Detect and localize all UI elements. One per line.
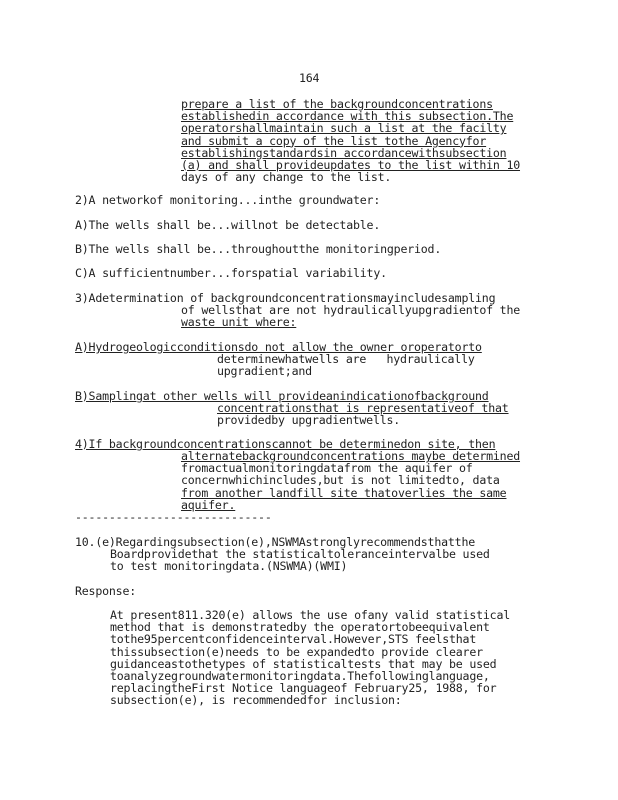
text-line: A)The wells shall be...willnot be detectable. [75,218,381,232]
text-line: of wellsthat are not hydraulicallyupgradientof the [181,303,521,317]
text-line: from another landfill site thatoverlies the same [181,485,507,500]
text-line: At present811.320(e) allows the use ofany valid statistical [110,608,511,622]
text-line: tothe95percentconfidenceinterval.However,STS feelsthat [110,632,477,647]
text-line: prepare a list of the backgroundconcentrations [181,97,493,111]
text-line: operatorshallmaintain such a list at the facilty [181,121,507,136]
text-line: providedby upgradientwells. [217,413,401,428]
text-line: Boardprovidethat the statisticaltoleranceintervalbe used [110,547,490,561]
text-line: B)Samplingat other wells will provideanindicationofbackground [75,389,489,403]
text-line: thissubsection(e)needs to be expandedto provide clearer [110,644,483,659]
text-line: fromactualmonitoringdatafrom the aquifer of [181,461,473,476]
text-line: 10.(e)Regardingsubsection(e),NSWMAstronglyrecommendsthatthe [75,535,476,549]
text-line: concentrationsthat is representativeof that [217,401,509,415]
text-line: replacingtheFirst Notice languageof February25, 1988, for [110,681,497,696]
text-line: subsection(e), is recommendedfor inclusion: [110,693,402,708]
text-line: Response: [75,584,137,598]
text-line: guidanceastothetypes of statisticaltests that may be used [110,656,497,671]
text-line: C)A sufficientnumber...forspatial variability. [75,266,387,280]
text-line: A)Hydrogeologicconditionsdo not allow the owner oroperatorto [75,340,482,354]
text-line: waste unit where: [181,315,297,330]
page-number: 164 [299,71,320,85]
text-line: establishingstandardsin accordancewithsubsection [181,145,507,160]
text-line: determinewhatwells are hydraulically [217,352,475,366]
text-line: method that is demonstratedby the operatortobeequivalent [110,620,490,635]
text-line: aquifer. [181,497,236,512]
text-line: alternatebackgroundconcentrations maybe determined [181,449,521,463]
text-line: concernwhichincludes,but is not limitedto, data [181,473,500,488]
text-line: toanalyzegroundwatermonitoringdata.Thefollowinglanguage, [110,669,490,683]
text-line: (a) and shall provideupdates to the list within 10 [181,158,521,172]
text-line: 3)Adetermination of backgroundconcentrationsmayincludesampling [75,291,496,305]
text-line: ----------------------------- [75,510,272,524]
text-line: 4)If backgroundconcentrationscannot be determinedon site, then [75,437,496,451]
text-line: and submit a copy of the list tothe Agencyfor [181,133,487,148]
text-line: to test monitoringdata.(NSWMA)(WMI) [110,559,348,574]
text-line: establishedin accordance with this subsection.The [181,109,514,124]
text-line: B)The wells shall be...throughoutthe monitoringperiod. [75,242,442,256]
text-line: days of any change to the list. [181,170,392,185]
text-line: upgradient;and [217,364,312,379]
text-line: 2)A networkof monitoring...inthe groundwater: [75,193,381,207]
